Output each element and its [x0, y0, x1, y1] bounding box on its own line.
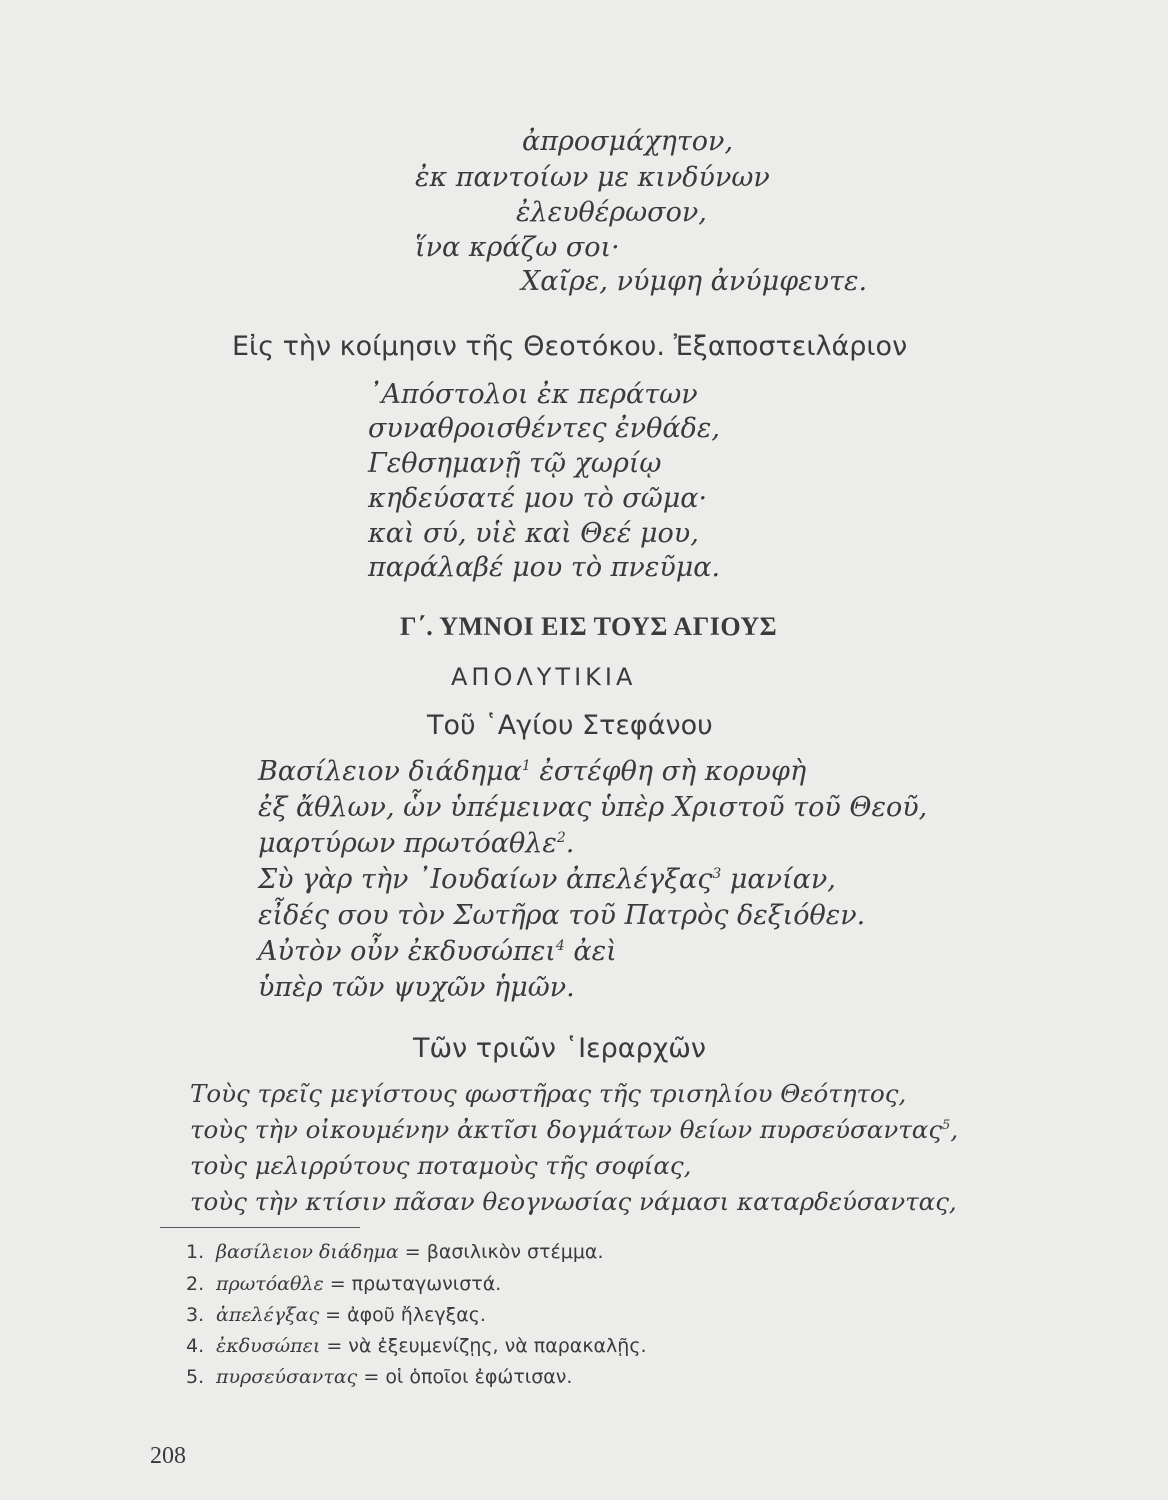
poem-line: ἐλευθέρωσον,: [516, 197, 707, 228]
hymn-line: τοὺς μελιρρύτους ποταμοὺς τῆς σοφίας,: [190, 1151, 692, 1180]
footnote: 3. ἀπελέγξας = ἀφοῦ ἤλεγξας.: [186, 1304, 486, 1326]
hymn-line: ἐξ ἄθλων, ὧν ὑπέμεινας ὑπὲρ Χριστοῦ τοῦ Θεοῦ,: [258, 792, 928, 823]
footnote-ref: 2: [556, 830, 566, 846]
poem-line: Γεθσημανῇ τῷ χωρίῳ: [368, 448, 662, 479]
hymn-line: Σὺ γὰρ τὴν ᾿Ιουδαίων ἀπελέγξας$^3$ μανίαν,: [258, 864, 836, 895]
page-number: 208: [150, 1443, 186, 1469]
section-subheading: ΑΠΟΛΥΤΙΚΙΑ: [451, 663, 637, 691]
hymn-line: εἶδές σου τὸν Σωτῆρα τοῦ Πατρὸς δεξιόθεν.: [258, 900, 866, 931]
footnote-ref: 5: [942, 1117, 951, 1133]
poem-line: συναθροισθέντες ἐνθάδε,: [368, 413, 720, 444]
hymn-line: Τοὺς τρεῖς μεγίστους φωστῆρας τῆς τρισηλίου Θεότητος,: [190, 1079, 907, 1108]
hymn-title-hierarchs: Τῶν τριῶν ῾Ιεραρχῶν: [413, 1033, 706, 1064]
hymn-line: τοὺς τὴν οἰκουμένην ἀκτῖσι δογμάτων θείων πυρσεύσαντας$^5$,: [190, 1115, 959, 1144]
hymn-line: Βασίλειον διάδημα$^1$ ἐστέφθη σὴ κορυφὴ: [258, 756, 807, 787]
poem-line: ἐκ παντοίων με κινδύνων: [415, 162, 770, 193]
hymn-title-stephanos: Τοῦ ῾Αγίου Στεφάνου: [427, 710, 713, 741]
footnote-ref: 3: [712, 866, 722, 882]
hymn-line: μαρτύρων πρωτόαθλε$^2$.: [258, 828, 575, 859]
footnote-ref: 4: [555, 938, 565, 954]
poem-line: Χαῖρε, νύμφη ἀνύμφευτε.: [521, 266, 868, 297]
hymn-line: Αὐτὸν οὖν ἐκδυσώπει$^4$ ἀεὶ: [258, 936, 617, 967]
poem-line: ἀπροσμάχητον,: [522, 126, 734, 157]
section-heading: Γ΄. ΥΜΝΟΙ ΕΙΣ ΤΟΥΣ ΑΓΙΟΥΣ: [400, 612, 778, 641]
poem-line: καὶ σύ, υἱὲ καὶ Θεέ μου,: [368, 518, 699, 549]
section-title-koimisis: Εἰς τὴν κοίμησιν τῆς Θεοτόκου. Ἐξαποστειλάριον: [232, 331, 908, 362]
poem-line: παράλαβέ μου τὸ πνεῦμα.: [368, 552, 721, 583]
footnote: 2. πρωτόαθλε = πρωταγωνιστά.: [186, 1273, 502, 1295]
footnote: 5. πυρσεύσαντας = οἱ ὁποῖοι ἐφώτισαν.: [186, 1366, 573, 1388]
footnote: 4. ἐκδυσώπει = νὰ ἐξευμενίζῃς, νὰ παρακαλῇς.: [186, 1335, 647, 1357]
poem-line: ᾿Απόστολοι ἐκ περάτων: [368, 379, 698, 410]
poem-line: ἵνα κράζω σοι·: [415, 232, 620, 263]
footnote-ref: 1: [521, 758, 531, 774]
footnote-divider: [160, 1227, 360, 1228]
poem-line: κηδεύσατέ μου τὸ σῶμα·: [368, 483, 708, 514]
hymn-line: τοὺς τὴν κτίσιν πᾶσαν θεογνωσίας νάμασι καταρδεύσαντας,: [190, 1187, 957, 1216]
footnote: 1. βασίλειον διάδημα = βασιλικὸν στέμμα.: [186, 1241, 604, 1263]
hymn-line: ὑπὲρ τῶν ψυχῶν ἡμῶν.: [258, 972, 575, 1003]
